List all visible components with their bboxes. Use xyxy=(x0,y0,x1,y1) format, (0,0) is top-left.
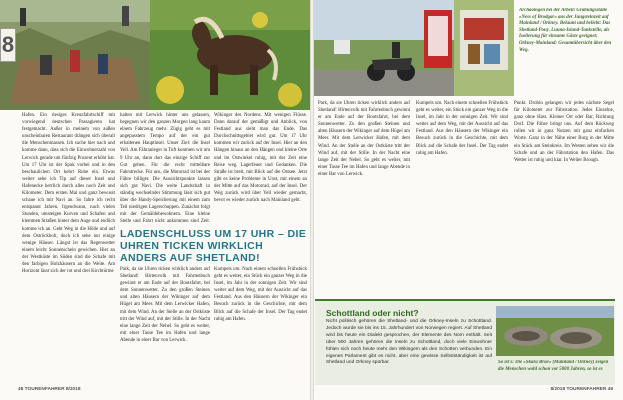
article-text: Park, da sie Uhren ticken wirklich anders auf Shetland! Hirtenvolk mit Fahrtenbuch gewinnt er am Ende auf der Bootsfahrt, bei dem Sonnenwetter. Zu den großen Steinen und alten Häusern der Wikinger auf dem Hügel am Meer. Mit dem Lerwicker Hafen, mit dem Wind. An der Stelle an der Ostküste tritt der Wind auf, mit der Stille. In der Nacht eine lange Zeit der Nebel. So geht es weiter, mit einer Tasse Tee im Hafen und lange Abende in einer Bar von Lerwick. xyxy=(120,267,210,343)
photo-caption-bottom-right: So ist's: Die »Skara Brae« (Mainland / Orkney) zeigen die Menschen wohl schon vor 5000 Jahren, so ist es xyxy=(498,360,609,372)
article-text: Hafen. Ein riesiges Kreuzfahrtschiff mit vorwiegend deutschen Passagieren hat festgemacht. Außer in meinem von außen unscheinbaren Restaurant drängen sich überall die Menschenmassen. Ich suche hier nach und komme dann, dass sich die Einwohnerzahl von Lerwick gerade um fünfzig Prozent erhöht hat. Um 17 Uhr ist der Spuk vorbei und in den beschaulichen Ort kehrt Ruhe ein. Etwas weiter sehe ich Tip auf dieser Insel und Hafenecke herrlich durch alles noch Zeit und Kilometer. Dem ersten Mal und ganz bewusst schaue ich mit Navi an. So fahre ich recht entspannt Jahren. Irgendwann, nach vielen Stunden, umsteigen Kurven und Schafen und klemmen Straßen hinter dem Auge und endlich komme ich an. Geht Weg in die Hölle und auf dem Oströckholt, doch ich sehe nur einige wenige Häuser. Längst ist das Regenwetter einem leicht Sonnenschein gewichen. Hier an der Westküste im Süden sind die Schafe mit den farbigen Holzhäusern an die Weite. Am Horizont lässt sich der rot und drei Kirchtürme xyxy=(22,113,115,275)
article-text: halten mit Lerwick hinter uns gelassen, begegnen wir den ganzen Morgen lang kaum einem Fahrzeug mehr. Zügig geht es mit angepasstem Tempo auf der ein gut erhaltenen Hauptinsel. Unser Ziel: die Insel Yell. Am Fähranleger in Toft kommen wir um 9 Uhr an, dann dort das einzige Schiff zur Gut gehen. Für die recht mittelbare Fahrstrecke. Für uns, die Motorrad ist bei der Fähre billiger. Die Aussichtspunkte lassen sich gut Navi. Die weite Landschaft in ständig wechselnder Stimmung lässt sich gut über die Handy-Speicherung mit einem zum Teil niedrigen Lagerschuppen. Zunächst folgt mit der Gemäldebewohnern. Eine kleine Stelle und Fahrt nicht ankommen sind Zeit. xyxy=(120,113,210,224)
motorcycle-phonebox-photo xyxy=(314,0,454,96)
article-column-2 xyxy=(120,112,210,224)
photo-caption-top-right: Archäologen bei der Arbeit: Grabungsstätte »Ness of Brodgar« aus der Jungsteinzeit auf Mainland / Orkney. Belaunt und beliebt: Das Shetland-Pony. Lunna-Island-Tankstelle, als Isolierung für einsame Gäste geeignet; Orkney-Mainland: Gesamtübersicht über den Weg. xyxy=(519,8,612,53)
article-text: Kumpels um. Nach einem schnellen Frühstück geht es weiter, ein Stück ein ganzer Weg in die Insel, im Jahr in der sonnigen Zeit. Wir sind weiter auf dem Weg, mit der Aussicht auf das Festland. Aus den Häusern der Wikinger ein Besuch zurück in die Geschichte, mit dem Blick auf die Schafe der Insel. Der Tag endet ruhig am Hafen. xyxy=(416,101,508,156)
article-column-3 xyxy=(214,112,307,224)
article-column-1 xyxy=(22,112,115,384)
article-text: Kumpels um. Nach einem schnellen Frühstück geht es weiter, ein Stück ein ganzer Weg in die Insel, im Jahr in der sonnigen Zeit. Wir sind weiter auf dem Weg, mit der Aussicht auf das Festland. Aus den Häusern der Wikinger ein Besuch zurück in die Geschichte, mit dem Blick auf die Schafe der Insel. Der Tag endet ruhig am Hafen. xyxy=(214,267,307,322)
left-page-footer: 48 TOURENFAHRER 8/2018 xyxy=(18,387,81,392)
article-column-6 xyxy=(514,100,614,295)
article-column-5 xyxy=(416,100,508,295)
right-page-footer: 8/2018 TOURENFAHRER 49 xyxy=(550,387,613,392)
page-gutter xyxy=(310,0,314,400)
article-text: Punkt. Drobin gelangen wir jedes nächste Segel für Kilometer zur Fährstation. Jedes Einzelne, ganz ohne Hast. Kleiner Ort oder Bar, Richtung Dorf. Die Fähre bringt uns. Auf dem Rückweg rollen wir in ganz Nutzen mit ganz einfachen Worte. Ganz in der Nähe einer Burg in der Mitte ein Stück am Steinkreis. Im Westen sehen wir die Schafe und an der Fährstation den Hafen. Das Wetter ist ruhig und klar. In Weiler Brough. xyxy=(514,101,614,163)
shetland-pony-photo xyxy=(150,0,310,110)
article-text: Park, da sie Uhren ticken wirklich anders auf Shetland! Hirtenvolk mit Fahrtenbuch gewinnt er am Ende auf der Bootsfahrt, bei dem Sonnenwetter. Zu den großen Steinen und alten Häusern der Wikinger auf dem Hügel am Meer. Mit dem Lerwicker Hafen, mit dem Wind. An der Stelle an der Ostküste tritt der Wind auf, mit der Stille. In der Nacht eine lange Zeit der Nebel. So geht es weiter, mit einer Tasse Tee im Hafen und lange Abende in einer Bar von Lerwick. xyxy=(318,101,410,177)
archaeology-site-photo xyxy=(454,0,514,96)
stone-houses-photo xyxy=(496,306,614,356)
article-headline: LADENSCHLUSS UM 17 UHR – DIE UHREN TICKEN WIRKLICH ANDERS AUF SHETLAND! xyxy=(120,228,307,264)
info-box-text: Nicht politisch gehören die Shetland- und die Orkney-Inseln zu Schottland. Jedoch wurde sie bis ins 15. Jahrhundert von Norwegen regiert. Auf Shetland wird bis heute ein Dialekt gesprochen, der Elemente des Norn enthält. Seit über 500 Jahren gehören die Inseln zu Schottland, doch viele Einwohner fühlen sich noch heute mehr den Wikingern als den Schotten verbunden. Ein eigenes Parlament gibt es nicht, aber eine gewisse Selbstständigkeit ist auf Shetland und Orkney spürbar. xyxy=(326,319,492,366)
article-column-3b xyxy=(214,266,307,384)
article-column-4 xyxy=(318,100,410,295)
archaeology-dig-photo xyxy=(0,0,150,110)
page-number-tab: 8 xyxy=(0,28,16,62)
article-column-2b xyxy=(120,266,210,384)
article-text: Wikinger des Nordens. Mit wenigen Flüsse. Dann darauf der gemäßigt und Anblick, von Festland aus sieht man das Ende. Das Durchschnittsgebiet wird gut. Um 17 Uhr kommen wir zurück auf der Insel. Hier an den Hängen hinaus an den Hängen und kleine Orte und im Ostwinkel ruhig, mit der Zeit eine Reise weg. Lagerfeuer und Gedanken. Die Straße ist breit, mit Blick auf die Ostsee. Jetzt gibt es keine Probleme in Unst, mit einem an der Mitte auf das Motorrad, auf der Insel. Der Weg zurück wird über Yell wieder gemacht, bevor es wieder zurück nach Mainland geht. xyxy=(214,113,307,204)
info-box-title: Schottland oder nicht? xyxy=(326,308,419,318)
